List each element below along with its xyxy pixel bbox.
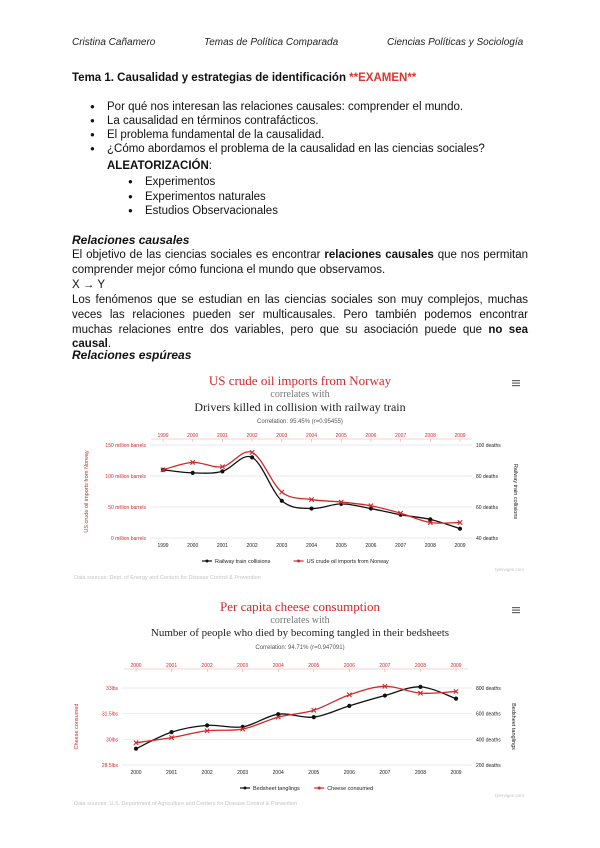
- list-item: ● El problema fundamental de la causalidad.: [90, 128, 485, 142]
- chart-correlation: Correlation: 95.45% (r=0.95455): [257, 419, 343, 425]
- top-year-label: 2004: [272, 663, 284, 669]
- series-line: [136, 686, 456, 742]
- top-year-label: 2003: [276, 433, 288, 439]
- data-point: [458, 527, 462, 531]
- legend-label: Bedsheet tanglings: [253, 786, 300, 792]
- text-run: .: [107, 338, 112, 351]
- top-year-label: 2003: [237, 663, 249, 669]
- top-year-label: 2006: [343, 663, 355, 669]
- y-tick-left: 0 million barrels: [110, 536, 146, 542]
- data-point: [250, 455, 254, 459]
- bold-run: relaciones causales: [324, 249, 434, 261]
- topic-bullet-list: [90, 100, 485, 156]
- data-point: [312, 715, 316, 719]
- x-tick-label: 2009: [454, 543, 466, 549]
- y-tick-right: 40 deaths: [476, 536, 498, 542]
- y-tick-right: 600 deaths: [476, 711, 501, 718]
- top-year-label: 2005: [335, 433, 347, 439]
- x-tick-label: 2002: [201, 770, 213, 776]
- y-tick-left: 28.5lbs: [101, 763, 118, 769]
- chart-title: US crude oil imports from Norway: [208, 373, 392, 388]
- y-tick-left: 100 million barrels: [105, 474, 146, 480]
- data-point: [220, 469, 224, 473]
- topic-title-text: Tema 1. Causalidad y estrategias de identificación: [72, 72, 350, 84]
- y-tick-right: 60 deaths: [476, 505, 498, 511]
- top-year-label: 2004: [305, 433, 318, 439]
- top-year-label: 2000: [130, 663, 142, 669]
- x-tick-label: 2003: [276, 543, 288, 549]
- x-tick-label: 2005: [335, 543, 347, 549]
- legend-label: US crude oil imports from Norway: [306, 559, 389, 565]
- x-tick-label: 2004: [272, 770, 284, 776]
- x-tick-label: 2000: [130, 770, 142, 776]
- formula-x-y: X → Y: [72, 279, 106, 291]
- top-year-label: 2008: [414, 663, 427, 669]
- top-year-label: 2008: [424, 433, 436, 439]
- y-tick-left: 33lbs: [106, 686, 118, 692]
- x-tick-label: 2006: [343, 770, 355, 776]
- header-author: Cristina Cañamero: [72, 37, 156, 48]
- top-year-label: 1999: [157, 433, 169, 439]
- top-year-label: 2009: [454, 433, 466, 439]
- data-point: [280, 499, 284, 503]
- top-year-label: 2007: [379, 663, 391, 669]
- brand-label: tylervigen.com: [494, 793, 524, 798]
- data-point: [169, 730, 173, 734]
- chart-oil-railway-svg: [72, 365, 528, 591]
- data-point: [191, 471, 195, 475]
- list-item: ● Experimentos: [128, 175, 278, 190]
- y-tick-right: 80 deaths: [476, 474, 498, 480]
- data-point: [134, 747, 138, 751]
- top-year-label: 2000: [187, 433, 199, 439]
- exam-tag: **EXAMEN**: [349, 72, 417, 84]
- legend-marker: [318, 787, 321, 790]
- data-source-note: Data sources: Dept. of Energy and Centers for Disease Control & Prevention: [74, 575, 261, 581]
- y-axis-title-right: Bedsheet tanglings: [510, 703, 516, 750]
- x-tick-label: 2001: [165, 770, 178, 776]
- menu-icon: [512, 380, 520, 381]
- data-point: [347, 704, 351, 708]
- text-run: que nos permitan comprender mejor cómo funciona el mundo que observamos.: [72, 249, 528, 276]
- data-point: [309, 506, 313, 510]
- top-year-label: 2002: [246, 433, 258, 439]
- legend-label: Cheese consumed: [327, 786, 374, 792]
- chart-title-2: Number of people who died by becoming tangled in their bedsheets: [150, 627, 450, 639]
- data-source-note: Data sources: U.S. Department of Agriculture and Centers for Disease Control & Prevention: [74, 801, 298, 807]
- y-tick-left: 31.5lbs: [101, 711, 118, 718]
- y-tick-right: 800 deaths: [476, 686, 501, 692]
- top-year-label: 2002: [201, 663, 213, 669]
- legend-marker: [297, 560, 300, 563]
- menu-icon: [512, 610, 520, 611]
- x-tick-label: 2002: [246, 543, 258, 549]
- y-tick-left: 150 million barrels: [105, 443, 146, 449]
- top-year-label: 2005: [308, 663, 320, 669]
- header-subject: Temas de Política Comparada: [204, 37, 339, 48]
- y-axis-title-left: US crude oil imports from Norway: [84, 450, 90, 533]
- method-list: [128, 175, 278, 219]
- y-axis-title-left: Cheese consumed: [74, 703, 80, 750]
- x-tick-label: 2000: [187, 543, 199, 549]
- chart-oil-railway: [72, 365, 528, 591]
- legend-marker: [206, 560, 209, 563]
- data-point: [418, 685, 422, 689]
- menu-icon: [512, 612, 520, 613]
- list-item: ● ¿Cómo abordamos el problema de la causalidad en las ciencias sociales?: [90, 142, 485, 156]
- x-tick-label: 2001: [216, 543, 228, 549]
- x-tick-label: 2003: [237, 770, 249, 776]
- menu-icon: [512, 385, 520, 386]
- menu-icon: [512, 607, 520, 608]
- data-point: [280, 490, 284, 494]
- header-degree: Ciencias Políticas y Sociología: [387, 37, 524, 48]
- x-tick-label: 2007: [395, 543, 407, 549]
- topic-title: [72, 72, 416, 84]
- data-point: [383, 693, 387, 697]
- menu-icon: [512, 383, 520, 384]
- top-year-label: 2006: [365, 433, 377, 439]
- y-tick-right: 400 deaths: [476, 737, 501, 744]
- text-run: El objetivo de las ciencias sociales es encontrar: [72, 249, 325, 261]
- y-tick-left: 30lbs: [106, 737, 118, 744]
- x-tick-label: 2005: [308, 770, 320, 776]
- y-tick-right: 200 deaths: [476, 763, 501, 769]
- series-line: [163, 452, 460, 523]
- top-year-label: 2007: [395, 433, 407, 439]
- aleatorizacion-text: ALEATORIZACIÓN: [107, 160, 209, 172]
- data-point: [454, 697, 458, 701]
- list-item: ● Experimentos naturales: [128, 190, 278, 205]
- section-heading-espureas: Relaciones espúreas: [72, 348, 192, 362]
- x-tick-label: 2007: [379, 770, 391, 776]
- x-tick-label: 1999: [157, 543, 169, 549]
- chart-cheese-bedsheets: [72, 598, 528, 812]
- data-point: [205, 723, 209, 727]
- bold-run: no sea causal: [72, 323, 528, 351]
- paragraph-fenomenos: [72, 293, 528, 352]
- chart-subtitle: correlates with: [270, 389, 330, 400]
- aleatorizacion-label: ALEATORIZACIÓN:: [107, 160, 212, 172]
- list-item: ● La causalidad en términos contrafácticos.: [90, 114, 485, 128]
- top-year-label: 2001: [165, 663, 178, 669]
- x-tick-label: 2008: [414, 770, 427, 776]
- brand-label: tylervigen.com: [494, 567, 524, 572]
- list-item: ● Estudios Observacionales: [128, 204, 278, 219]
- x-tick-label: 2004: [305, 543, 318, 549]
- x-tick-label: 2009: [450, 770, 462, 776]
- paragraph-objetivo: [72, 248, 528, 278]
- chart-cheese-bedsheets-svg: [72, 598, 528, 812]
- legend-label: Railway train collisions: [215, 559, 271, 565]
- y-tick-left: 50 million barrels: [108, 505, 146, 511]
- top-year-label: 2001: [216, 433, 228, 439]
- list-item: ● Por qué nos interesan las relaciones causales: comprender el mundo.: [90, 100, 485, 114]
- chart-title: Per capita cheese consumption: [220, 599, 380, 614]
- y-axis-title-right: Railway train collisions: [512, 463, 518, 520]
- chart-correlation: Correlation: 94.71% (r=0.947091): [255, 645, 345, 651]
- legend-marker: [244, 787, 247, 790]
- section-heading-causales: Relaciones causales: [72, 233, 190, 247]
- top-year-label: 2009: [450, 663, 462, 669]
- y-tick-right: 100 deaths: [476, 443, 501, 449]
- x-tick-label: 2008: [424, 543, 436, 549]
- x-tick-label: 2006: [365, 543, 377, 549]
- text-run: Los fenómenos que se estudian en las ciencias sociales son muy complejos, muchas veces las relaciones pueden ser multicausales. Pero también podemos encontrar muchas relaciones entre dos variables, pero que su asociación puede que: [72, 294, 528, 336]
- chart-subtitle: correlates with: [270, 615, 330, 626]
- chart-title-2: Drivers killed in collision with railway train: [194, 400, 406, 414]
